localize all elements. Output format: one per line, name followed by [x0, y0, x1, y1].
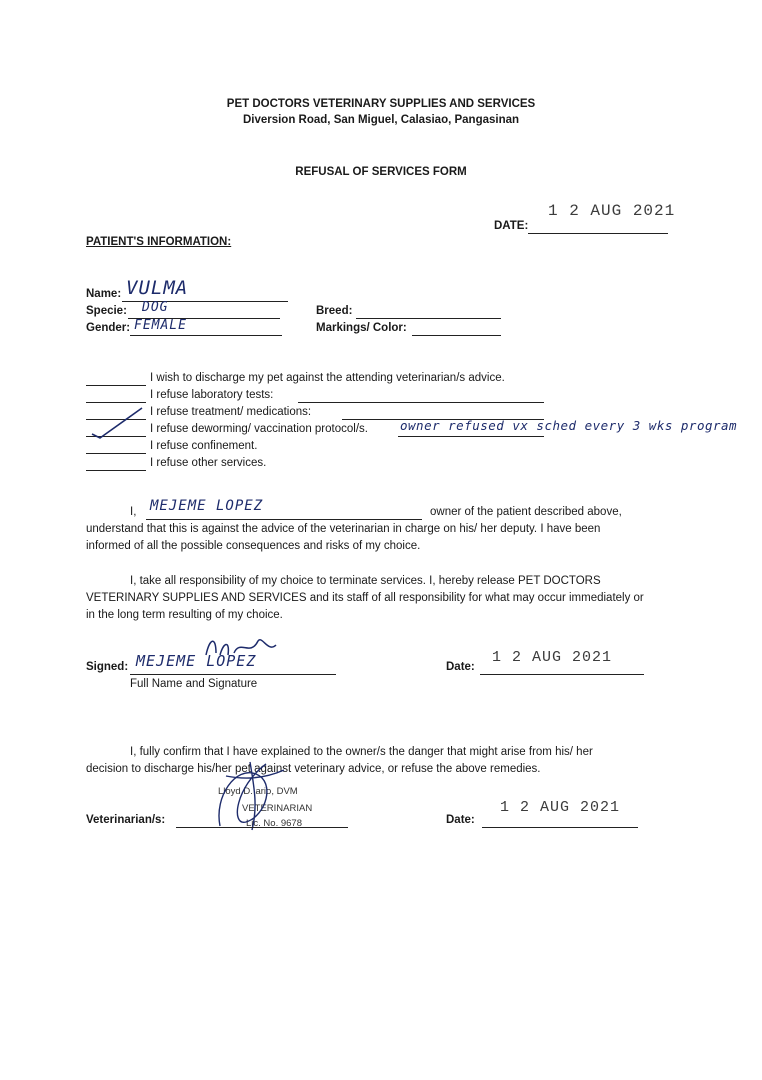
- owner-name-line: [146, 519, 422, 520]
- statement1-line2: understand that this is against the advice of the veterinarian in charge on his/ her deputy. I have been: [86, 523, 601, 535]
- signature-caption: Full Name and Signature: [130, 678, 258, 690]
- gender-label: Gender:: [86, 322, 131, 334]
- gender-value: FEMALE: [134, 318, 187, 333]
- company-address: Diversion Road, San Miguel, Calasiao, Pangasinan: [242, 114, 520, 126]
- date-value: 1 2 AUG 2021: [548, 202, 676, 220]
- signed-label: Signed:: [86, 661, 129, 673]
- vet-stamp-name: Lloyd D. ario, DVM: [218, 786, 298, 797]
- option-text-5: I refuse confinement.: [150, 440, 258, 452]
- specie-value: DOG: [142, 300, 169, 315]
- markings-line: [412, 335, 501, 336]
- statement2-line2: VETERINARY SUPPLIES AND SERVICES and its staff of all responsibility for what may occur immediately or: [86, 592, 644, 604]
- option-blank-2: [86, 402, 146, 403]
- patient-section-title: PATIENT'S INFORMATION:: [86, 236, 232, 248]
- markings-label: Markings/ Color:: [316, 322, 407, 334]
- specie-label: Specie:: [86, 305, 127, 317]
- vet-stamp-title: VETERINARIAN: [242, 803, 313, 814]
- option-blank-1: [86, 385, 146, 386]
- vet-date-line: [482, 827, 638, 828]
- deworming-note: owner refused vx sched every 3 wks program: [400, 418, 738, 433]
- breed-label: Breed:: [316, 305, 353, 317]
- signed-date-label: Date:: [446, 661, 475, 673]
- company-name: PET DOCTORS VETERINARY SUPPLIES AND SERVICES: [226, 98, 536, 110]
- signed-date-line: [480, 674, 644, 675]
- option-blank-5: [86, 453, 146, 454]
- statement1-prefix: I,: [130, 506, 137, 518]
- breed-line: [356, 318, 501, 319]
- vet-stamp-license: Lic. No. 9678: [246, 818, 302, 829]
- veterinarian-line: [176, 827, 348, 828]
- option-text-1: I wish to discharge my pet against the attending veterinarian/s advice.: [150, 372, 505, 384]
- statement3-line2: decision to discharge his/her pet against veterinary advice, or refuse the above remedies.: [86, 763, 541, 775]
- statement3-line1: I, fully confirm that I have explained to the owner/s the danger that might arise from his/ her: [130, 746, 593, 758]
- veterinarian-label: Veterinarian/s:: [86, 814, 166, 826]
- owner-name-value: MEJEME LOPEZ: [150, 498, 264, 514]
- signed-value: MEJEME LOPEZ: [136, 652, 257, 670]
- option-text-4: I refuse deworming/ vaccination protocol/s.: [150, 423, 368, 435]
- date-label: DATE:: [494, 220, 529, 232]
- check-mark-icon: [84, 404, 150, 440]
- owner-signature-scribble-icon: [200, 633, 284, 663]
- statement1-line1: owner of the patient described above,: [430, 506, 622, 518]
- date-line: [528, 233, 668, 234]
- option-blank-6: [86, 470, 146, 471]
- statement2-line1: I, take all responsibility of my choice to terminate services. I, hereby release PET DOCTORS: [130, 575, 601, 587]
- deworming-line: [398, 436, 544, 437]
- name-value: VULMA: [126, 277, 189, 299]
- statement1-line3: informed of all the possible consequences and risks of my choice.: [86, 540, 421, 552]
- form-title: REFUSAL OF SERVICES FORM: [295, 166, 467, 178]
- option-text-2: I refuse laboratory tests:: [150, 389, 274, 401]
- gender-line: [130, 335, 282, 336]
- name-label: Name:: [86, 288, 122, 300]
- lab-tests-line: [298, 402, 544, 403]
- vet-date-label: Date:: [446, 814, 475, 826]
- vet-signature-scribble-icon: [206, 756, 296, 836]
- statement2-line3: in the long term resulting of my choice.: [86, 609, 283, 621]
- option-text-6: I refuse other services.: [150, 457, 267, 469]
- vet-date-value: 1 2 AUG 2021: [500, 799, 621, 816]
- signed-date-value: 1 2 AUG 2021: [492, 649, 613, 666]
- signed-line: [130, 674, 336, 675]
- option-text-3: I refuse treatment/ medications:: [150, 406, 312, 418]
